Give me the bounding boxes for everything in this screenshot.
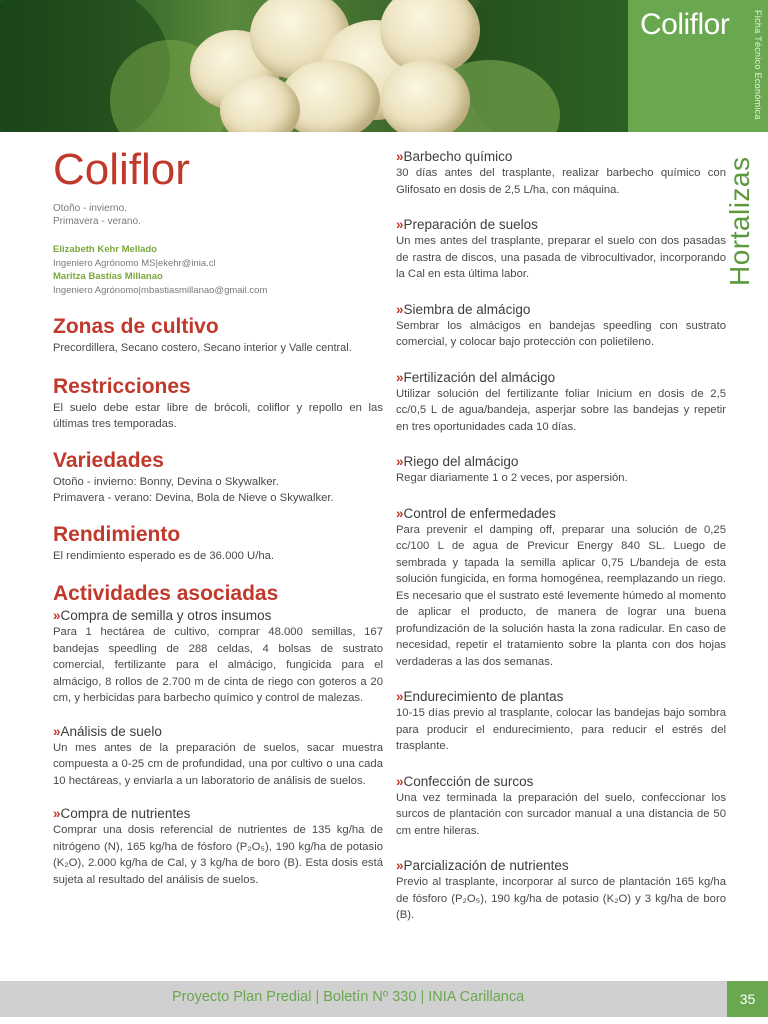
activity-title-text: Preparación de suelos (403, 217, 538, 232)
activity-item (396, 453, 726, 487)
activity-title (396, 148, 726, 165)
page-title: Coliflor (53, 145, 190, 194)
authors (53, 243, 383, 297)
activity-text: Sembrar los almácigos en bandejas speedling con sustrato comercial, y colocar bajo protección con polietileno. (396, 319, 726, 348)
activity-title (53, 805, 383, 822)
section-heading: Variedades (53, 448, 164, 472)
author-name: Maritza Bastías Millanao (53, 271, 163, 282)
section-text: Otoño - invierno: Bonny, Devina o Skywalker. (53, 475, 279, 488)
bullet-marker: » (396, 301, 404, 317)
activity-item (396, 505, 726, 671)
footer (0, 981, 768, 1017)
activity-title-text: Confección de surcos (403, 773, 534, 789)
activity-item (396, 857, 726, 924)
activity-title (53, 723, 383, 740)
activity-title (396, 453, 726, 470)
section-actividades (53, 582, 383, 888)
season-line: Otoño - invierno. (53, 203, 127, 214)
activity-text: Un mes antes de la preparación de suelos, sacar muestra compuesta a 0-25 cm de profundidad, una por cultivo o una cada 10 hectáreas, y enviarla a un laboratorio de análisis de suelos. (53, 741, 383, 787)
activity-title (396, 301, 726, 318)
activity-item (396, 301, 726, 351)
activity-text: Para prevenir el damping off, preparar una solución de 0,25 cc/100 L de agua de Previcur Energy 840 SL. Luego de sembrada y tapada la semilla aplicar 0,75 L/bandeja de esta solución fungicida, en forma homogénea, reemplazando un riego. Es necesario que el sustrato esté levemente húmedo al momento de aplicar el producto, de manera de lograr una buena profundización de la solución hasta la zona radicular. En caso de necesidad, repetir el tratamiento sobre la planta con dos hojas verdaderas a las dos semanas. (396, 523, 726, 668)
section-text: El suelo debe estar libre de brócoli, coliflor y repollo en las últimas tres temporadas. (53, 401, 383, 430)
seasons (53, 202, 383, 228)
footer-text: Proyecto Plan Predial | Boletín Nº 330 | INIA Carillanca (172, 989, 525, 1005)
activity-title-text: Compra de semilla y otros insumos (60, 608, 272, 623)
activity-title-text: Fertilización del almácigo (403, 369, 556, 385)
section-heading: Restricciones (53, 374, 191, 398)
activity-item (396, 688, 726, 755)
right-column (396, 148, 726, 924)
bullet-marker: » (396, 505, 404, 521)
activity-title-text: Endurecimiento de plantas (403, 689, 564, 704)
bullet-marker: » (396, 689, 404, 704)
bullet-marker: » (396, 454, 404, 469)
activity-title (53, 607, 383, 624)
activity-title (396, 773, 726, 790)
author-role: Ingeniero Agrónomo|mbastiasmillanao@gmail.com (53, 284, 268, 296)
activity-item (396, 148, 726, 198)
bullet-marker: » (53, 608, 61, 623)
bullet-marker: » (53, 723, 61, 739)
left-column (53, 140, 383, 888)
activity-text: Para 1 hectárea de cultivo, comprar 48.000 semillas, 167 bandejas speedling de 288 celdas, 4 bolsas de sustrato comercial, fertilizante para el almácigo, fungicida para el almácigo, 8 rollos de 2.700 m de cinta de riego con goteros a 20 cm, y herbicidas para barbecho químico y control de malezas. (53, 626, 383, 704)
header-subtitle: Ficha Técnico Económica (753, 10, 763, 120)
activity-text: Previo al trasplante, incorporar al surco de plantación 165 kg/ha de fósforo (P₂O₅), 190 kg/ha de potasio (K₂O) y 3 kg/ha de boro (B). (396, 876, 726, 921)
activity-title-text: Siembra de almácigo (403, 301, 531, 317)
section-heading: Actividades asociadas (53, 582, 279, 605)
bullet-marker: » (53, 806, 61, 821)
activity-text: Comprar una dosis referencial de nutrientes de 135 kg/ha de nitrógeno (N), 165 kg/ha de fósforo (P₂O₅), 190 kg/ha de potasio (K₂O), 2.000 kg/ha de Cal, y 3 kg/ha de boro (B). Esta dosis está sujeta al resultado del análisis de suelos. (53, 824, 383, 886)
cauliflower-floret (380, 60, 470, 132)
section-restricciones (53, 375, 383, 433)
activity-title (396, 688, 726, 705)
activity-title (396, 369, 726, 386)
bullet-marker: » (396, 149, 404, 164)
header-title: Coliflor (640, 8, 730, 41)
bullet-marker: » (396, 217, 404, 232)
activity-title-text: Control de enfermedades (403, 505, 556, 521)
bullet-marker: » (396, 369, 404, 385)
section-text: Primavera - verano: Devina, Bola de Nieve o Skywalker. (53, 492, 334, 504)
bullet-marker: » (396, 858, 404, 873)
section-text: Precordillera, Secano costero, Secano interior y Valle central. (53, 342, 352, 354)
activity-item (396, 369, 726, 436)
activity-text: Una vez terminada la preparación del suelo, confeccionar los surcos de plantación con surcador manual a una distancia de 50 cm entre hileras. (396, 791, 726, 837)
section-variedades (53, 449, 383, 507)
author-role: Ingeniero Agrónomo MS|ekehr@inia.cl (53, 257, 216, 269)
author-name: Elizabeth Kehr Mellado (53, 244, 157, 255)
section-rendimiento (53, 523, 383, 565)
category-tag: Hortalizas (724, 156, 755, 286)
activity-title (396, 216, 726, 233)
activity-item (53, 723, 383, 790)
section-zonas (53, 315, 383, 357)
activity-item (53, 805, 383, 888)
activity-title-text: Análisis de suelo (60, 723, 162, 739)
section-heading: Rendimiento (53, 522, 181, 546)
activity-text: 10-15 días previo al trasplante, colocar las bandejas bajo sombra para producir el endurecimiento, para reducir el estrés del trasplante. (396, 707, 726, 752)
bullet-marker: » (396, 773, 404, 789)
section-text: El rendimiento esperado es de 36.000 U/ha. (53, 549, 275, 562)
activity-item (396, 216, 726, 283)
activity-text: Regar diariamente 1 o 2 veces, por aspersión. (396, 472, 628, 484)
activity-text: Un mes antes del trasplante, preparar el suelo con dos pasadas de rastra de discos, una pasada de vibrocultivador, incorporando la Cal en esta última labor. (396, 235, 726, 280)
page-number: 35 (727, 981, 768, 1017)
activity-title (396, 857, 726, 874)
season-line: Primavera - verano. (53, 216, 141, 227)
activity-text: Utilizar solución del fertilizante foliar Inicium en dosis de 2,5 cc/0,5 L de agua/bandeja, asperjar sobre las bandejas y repetir en tres oportunidades cada 10 días. (396, 387, 726, 433)
activity-title-text: Barbecho químico (403, 149, 513, 164)
activity-title (396, 505, 726, 522)
activity-item (396, 773, 726, 840)
activity-item (53, 607, 383, 707)
section-heading: Zonas de cultivo (53, 315, 219, 338)
activity-title-text: Parcialización de nutrientes (403, 858, 569, 873)
activity-title-text: Compra de nutrientes (60, 806, 191, 821)
activity-title-text: Riego del almácigo (403, 454, 519, 469)
activity-text: 30 días antes del trasplante, realizar barbecho químico con Glifosato en dosis de 2,5 L/ha, con máquina. (396, 167, 726, 196)
